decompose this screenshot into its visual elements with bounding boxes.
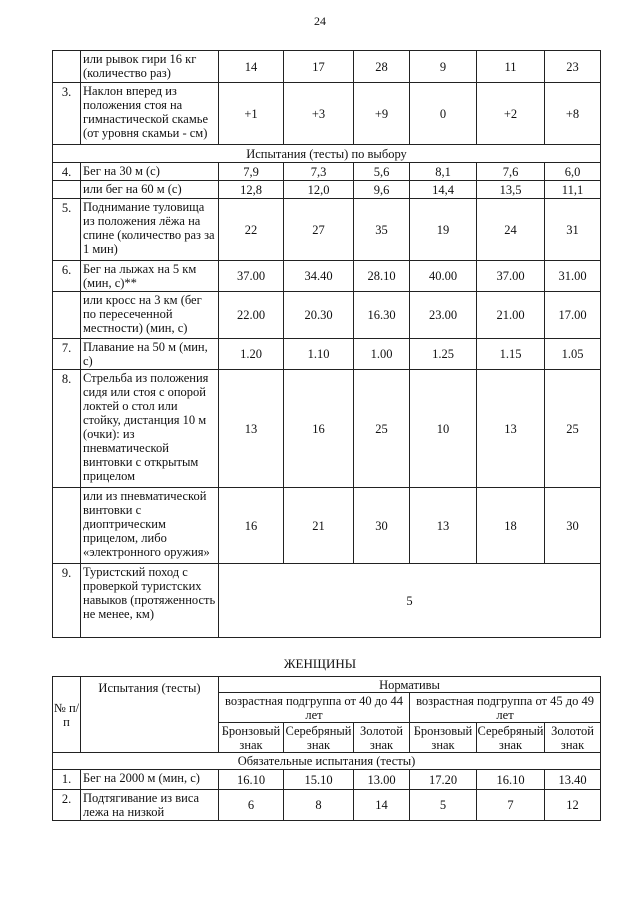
norm-value: 28.10 [354, 261, 410, 292]
column-header-norms: Нормативы [219, 677, 601, 693]
norm-value: 34.40 [284, 261, 354, 292]
row-number: 3. [53, 83, 81, 145]
norm-value: 25 [354, 370, 410, 488]
test-name: или рывок гири 16 кг (количество раз) [81, 51, 219, 83]
norm-value: 16.30 [354, 292, 410, 339]
norm-value: 1.10 [284, 339, 354, 370]
norm-value: 14,4 [410, 181, 477, 199]
norm-value: 21.00 [477, 292, 545, 339]
row-number [53, 51, 81, 83]
row-number: 6. [53, 261, 81, 292]
norm-value: 5 [219, 564, 601, 638]
page-number: 24 [314, 14, 326, 28]
row-number: 2. [53, 790, 81, 821]
row-number: 9. [53, 564, 81, 638]
norm-value: 1.15 [477, 339, 545, 370]
table-row [53, 292, 601, 339]
norm-value: 9 [410, 51, 477, 83]
norm-value: 22.00 [219, 292, 284, 339]
row-number [53, 488, 81, 564]
test-name: или из пневматической винтовки с диоптрическим прицелом, либо «электронного оружия» [81, 488, 219, 564]
test-name: Поднимание туловища из положения лёжа на спине (количество раз за 1 мин) [81, 199, 219, 261]
test-name: Туристский поход с проверкой туристских навыков (протяженность не менее, км) [81, 564, 219, 638]
norm-value: +3 [284, 83, 354, 145]
women-section-title: ЖЕНЩИНЫ [283, 656, 357, 671]
row-number: 1. [53, 770, 81, 790]
row-number: 4. [53, 163, 81, 181]
norm-value: 17 [284, 51, 354, 83]
norm-value: 40.00 [410, 261, 477, 292]
norm-value: 24 [477, 199, 545, 261]
test-name: Наклон вперед из положения стоя на гимнастической скамье (от уровня скамьи - см) [81, 83, 219, 145]
norm-value: 16 [219, 488, 284, 564]
norm-value: 31 [545, 199, 601, 261]
row-number: 8. [53, 370, 81, 488]
norm-value: 16.10 [477, 770, 545, 790]
row-number [53, 181, 81, 199]
table-row [53, 163, 601, 181]
norm-value: 7,6 [477, 163, 545, 181]
norm-value: +8 [545, 83, 601, 145]
standards-table-women [52, 676, 601, 821]
table-row [53, 370, 601, 488]
norm-value: 5,6 [354, 163, 410, 181]
table-row [53, 83, 601, 145]
badge-header: Серебряный знак [284, 723, 354, 753]
row-number: 5. [53, 199, 81, 261]
norm-value: 1.20 [219, 339, 284, 370]
standards-table-men [52, 50, 601, 638]
norm-value: 17.00 [545, 292, 601, 339]
test-name: или бег на 60 м (с) [81, 181, 219, 199]
test-name: или кросс на 3 км (бег по пересеченной местности) (мин, с) [81, 292, 219, 339]
test-name: Бег на лыжах на 5 км (мин, с)** [81, 261, 219, 292]
age-group-header: возрастная подгруппа от 40 до 44 лет [219, 693, 410, 723]
norm-value: 31.00 [545, 261, 601, 292]
norm-value: 16.10 [219, 770, 284, 790]
row-number [53, 292, 81, 339]
norm-value: 9,6 [354, 181, 410, 199]
badge-header: Золотой знак [354, 723, 410, 753]
norm-value: 14 [219, 51, 284, 83]
norm-value: 30 [354, 488, 410, 564]
test-name: Подтягивание из виса лежа на низкой [81, 790, 219, 821]
table-row [53, 488, 601, 564]
norm-value: 23.00 [410, 292, 477, 339]
column-header-number: № п/п [53, 677, 81, 753]
badge-header: Бронзовый знак [410, 723, 477, 753]
norm-value: 1.05 [545, 339, 601, 370]
norm-value: 13 [219, 370, 284, 488]
norm-value: 13,5 [477, 181, 545, 199]
norm-value: 15.10 [284, 770, 354, 790]
norm-value: 22 [219, 199, 284, 261]
norm-value: 27 [284, 199, 354, 261]
test-name: Бег на 30 м (с) [81, 163, 219, 181]
norm-value: 1.00 [354, 339, 410, 370]
norm-value: 6 [219, 790, 284, 821]
norm-value: 25 [545, 370, 601, 488]
badge-header: Серебряный знак [477, 723, 544, 752]
table-row [53, 181, 601, 199]
table-row [53, 770, 601, 790]
table-row [53, 790, 601, 821]
norm-value: 1.25 [410, 339, 477, 370]
norm-value: 11 [477, 51, 545, 83]
norm-value: 6,0 [545, 163, 601, 181]
norm-value: 13.40 [545, 770, 601, 790]
norm-value: 18 [477, 488, 545, 564]
section-header: Испытания (тесты) по выбору [53, 145, 601, 163]
norm-value: 7,3 [284, 163, 354, 181]
norm-value: 10 [410, 370, 477, 488]
norm-value: 28 [354, 51, 410, 83]
norm-value: 19 [410, 199, 477, 261]
norm-value: 21 [284, 488, 354, 564]
norm-value: +2 [477, 83, 545, 145]
norm-value: 7 [477, 790, 545, 821]
norm-value: 12 [545, 790, 601, 821]
norm-value: +1 [219, 83, 284, 145]
norm-value: +9 [354, 83, 410, 145]
age-group-header: возрастная подгруппа от 45 до 49 лет [410, 693, 601, 723]
norm-value: 5 [410, 790, 477, 821]
badge-header: Бронзовый знак [219, 723, 284, 753]
norm-value: 23 [545, 51, 601, 83]
table-row [53, 51, 601, 83]
norm-value: 13.00 [354, 770, 410, 790]
norm-value: 12,0 [284, 181, 354, 199]
norm-value: 8,1 [410, 163, 477, 181]
norm-value: 37.00 [219, 261, 284, 292]
norm-value: 14 [354, 790, 410, 821]
norm-value: 13 [410, 488, 477, 564]
test-name: Стрельба из положения сидя или стоя с опорой локтей о стол или стойку, дистанция 10 м (очки): из пневматической винтовки с открытым прицелом [81, 370, 219, 488]
norm-value: 37.00 [477, 261, 545, 292]
test-name: Плавание на 50 м (мин, с) [81, 339, 219, 370]
norm-value: 12,8 [219, 181, 284, 199]
badge-header: Золотой знак [545, 723, 601, 753]
norm-value: 13 [477, 370, 545, 488]
column-header-tests: Испытания (тесты) [81, 677, 219, 753]
norm-value: 7,9 [219, 163, 284, 181]
test-name: Бег на 2000 м (мин, с) [81, 770, 219, 790]
norm-value: 11,1 [545, 181, 601, 199]
row-number: 7. [53, 339, 81, 370]
table-row [53, 339, 601, 370]
norm-value: 17.20 [410, 770, 477, 790]
norm-value: 0 [410, 83, 477, 145]
table-row [53, 261, 601, 292]
section-header: Обязательные испытания (тесты) [53, 753, 601, 770]
norm-value: 8 [284, 790, 354, 821]
norm-value: 16 [284, 370, 354, 488]
norm-value: 35 [354, 199, 410, 261]
table-row [53, 199, 601, 261]
norm-value: 20.30 [284, 292, 354, 339]
table-row [53, 564, 601, 638]
norm-value: 30 [545, 488, 601, 564]
table-row [53, 145, 601, 163]
